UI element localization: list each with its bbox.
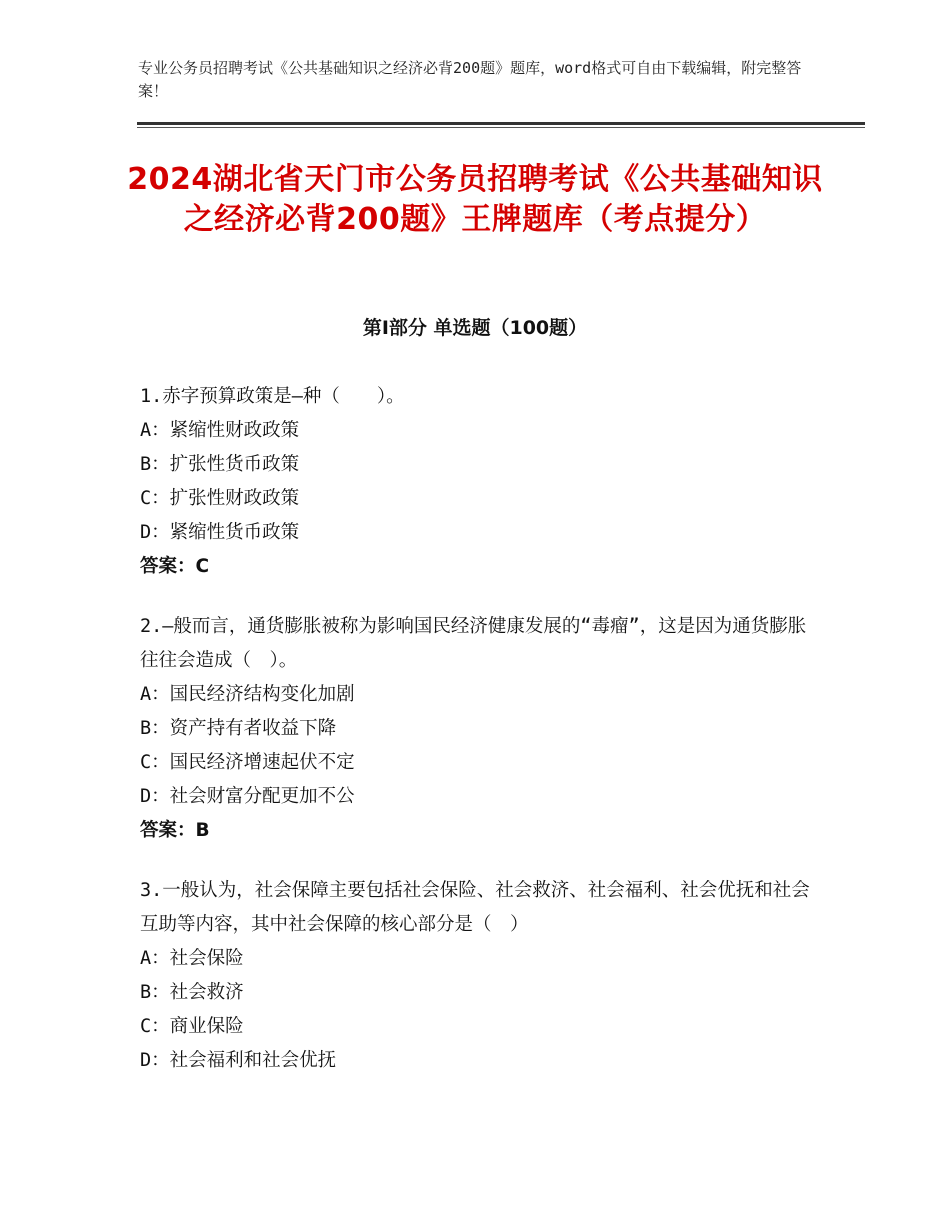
option-a: A：国民经济结构变化加剧 <box>140 684 355 705</box>
option-d: D：社会福利和社会优抚 <box>140 1050 337 1071</box>
question-text: 3.一般认为，社会保障主要包括社会保险、社会救济、社会福利、社会优抚和社会互助等内容，其中社会保障的核心部分是（ ） <box>140 880 810 935</box>
option-b: B：资产持有者收益下降 <box>140 718 337 739</box>
option-c: C：国民经济增速起伏不定 <box>140 752 355 773</box>
header-rule-thin <box>137 127 865 128</box>
header-note: 专业公务员招聘考试《公共基础知识之经济必背200题》题库，word格式可自由下载编辑，附完整答案！ <box>138 59 802 100</box>
option-c: C：商业保险 <box>140 1016 244 1037</box>
option-b: B：社会救济 <box>140 982 244 1003</box>
header-rule-thick <box>137 122 865 125</box>
document-title: 2024湖北省天门市公务员招聘考试《公共基础知识之经济必背200题》王牌题库（考点提分） <box>127 162 823 237</box>
question-text: 1.赤字预算政策是—种（ ）。 <box>140 386 405 407</box>
option-a: A：紧缩性财政政策 <box>140 420 300 441</box>
answer-text: 答案：C <box>140 556 210 577</box>
option-a: A：社会保险 <box>140 948 244 969</box>
answer-text: 答案：B <box>140 820 210 841</box>
question-text: 2.—般而言，通货膨胀被称为影响国民经济健康发展的“毒瘤”，这是因为通货膨胀往往会造成（ ）。 <box>140 616 807 671</box>
question-item <box>140 874 810 1078</box>
option-b: B：扩张性货币政策 <box>140 454 300 475</box>
option-d: D：紧缩性货币政策 <box>140 522 300 543</box>
option-c: C：扩张性财政政策 <box>140 488 300 509</box>
option-d: D：社会财富分配更加不公 <box>140 786 355 807</box>
question-list <box>140 380 810 1104</box>
question-item <box>140 380 810 584</box>
question-item <box>140 610 810 848</box>
section-title: 第Ⅰ部分 单选题（100题） <box>362 317 588 339</box>
